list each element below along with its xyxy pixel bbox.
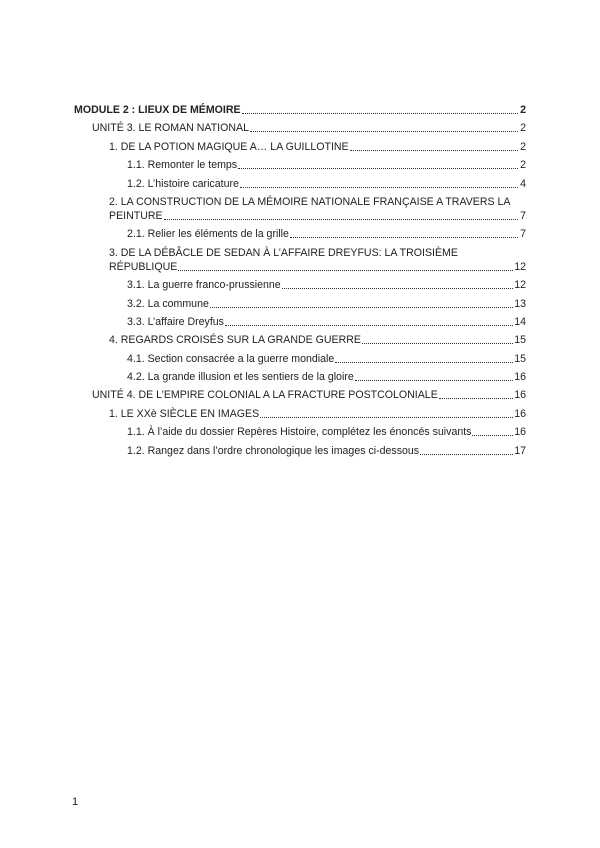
toc-page-number: 15 [514, 352, 526, 365]
toc-leader [282, 288, 514, 289]
toc-leader [290, 237, 518, 238]
toc-entry-text: 1.1. Remonter le temps [127, 159, 238, 172]
toc-leader [472, 435, 513, 436]
toc-entry-u4-1-2[interactable] [74, 444, 526, 458]
toc-entry-3-1[interactable] [74, 278, 526, 292]
toc-entry-u4-1-1[interactable] [74, 425, 526, 439]
toc-entry-text: UNITÉ 3. LE ROMAN NATIONAL [92, 122, 249, 135]
toc-entry-text: 1.2. L’histoire caricature [127, 177, 239, 190]
toc-entry-text: 4.2. La grande illusion et les sentiers de la gloire [127, 371, 354, 384]
toc-entry-1-1[interactable] [74, 158, 526, 172]
toc-entry-text: 2. LA CONSTRUCTION DE LA MÉMOIRE NATIONALE FRANÇAISE A TRAVERS LA [109, 195, 511, 208]
toc-entry-text: 1.1. À l’aide du dossier Repères Histoire, complétez les énoncés suivants [127, 426, 472, 439]
toc-entry-text: 4.1. Section consacrée a la guerre mondiale [127, 352, 335, 365]
toc-page-number: 16 [514, 371, 526, 384]
toc-leader [250, 131, 518, 132]
toc-entry-section-4[interactable] [74, 333, 526, 347]
toc-entry-4-2[interactable] [74, 370, 526, 384]
toc-page-number: 2 [520, 104, 526, 116]
toc-leader [420, 454, 513, 455]
toc-page-number: 2 [520, 159, 526, 172]
toc-page-number: 15 [514, 334, 526, 347]
toc-entry-text: 3.3. L’affaire Dreyfus [127, 315, 224, 328]
toc-page-number: 17 [514, 444, 526, 457]
toc-leader [439, 398, 513, 399]
toc-entry-text: 1. LE XXè SIÈCLE EN IMAGES [109, 407, 260, 420]
toc-leader [210, 307, 513, 308]
toc-page-number: 2 [520, 122, 526, 135]
toc-entry-text: 1.2. Rangez dans l’ordre chronologique les images ci-dessous [127, 444, 420, 457]
toc-entry-module-2[interactable] [74, 103, 526, 117]
toc-page-number: 2 [520, 140, 526, 153]
toc-leader [240, 187, 518, 188]
toc-page-number: 4 [520, 177, 526, 190]
toc-entry-text-continued: RÉPUBLIQUE [109, 260, 178, 273]
toc-page-number: 7 [520, 209, 526, 222]
toc-page-number: 7 [520, 228, 526, 241]
toc-entry-unite-4-section-1[interactable] [74, 407, 526, 421]
toc-entry-2-1[interactable] [74, 227, 526, 241]
toc-entry-text: MODULE 2 : LIEUX DE MÉMOIRE [74, 104, 241, 116]
toc-page-number: 13 [514, 297, 526, 310]
toc-leader [260, 417, 513, 418]
toc-entry-text: 3.2. La commune [127, 297, 209, 310]
toc-leader [164, 219, 518, 220]
toc-page-number: 16 [514, 426, 526, 439]
page-number: 1 [72, 796, 79, 808]
toc-entry-section-1[interactable] [74, 140, 526, 154]
table-of-contents [74, 103, 526, 462]
toc-entry-text: 3. DE LA DÉBÂCLE DE SEDAN À L’AFFAIRE DREYFUS: LA TROISIÈME [109, 246, 458, 259]
toc-page-number: 12 [514, 260, 526, 273]
toc-entry-unite-3[interactable] [74, 121, 526, 135]
toc-entry-text: 3.1. La guerre franco-prussienne [127, 279, 281, 292]
toc-leader [178, 270, 513, 271]
toc-leader [335, 362, 513, 363]
toc-entry-text: UNITÉ 4. DE L’EMPIRE COLONIAL A LA FRACTURE POSTCOLONIALE [92, 389, 438, 402]
toc-leader [225, 325, 513, 326]
toc-entry-3-2[interactable] [74, 297, 526, 311]
toc-entry-unite-4[interactable] [74, 388, 526, 402]
toc-entry-text: 2.1. Relier les éléments de la grille [127, 228, 289, 241]
toc-entry-section-3[interactable] [74, 246, 526, 274]
toc-entry-1-2[interactable] [74, 177, 526, 191]
toc-page-number: 16 [514, 389, 526, 402]
toc-leader [238, 168, 518, 169]
toc-entry-text: 1. DE LA POTION MAGIQUE A… LA GUILLOTINE [109, 140, 349, 153]
toc-page-number: 14 [514, 315, 526, 328]
toc-leader [355, 380, 513, 381]
toc-page-number: 16 [514, 407, 526, 420]
toc-page-number: 12 [514, 279, 526, 292]
toc-entry-text-continued: PEINTURE [109, 209, 163, 222]
toc-leader [242, 113, 518, 114]
toc-entry-3-3[interactable] [74, 315, 526, 329]
toc-entry-4-1[interactable] [74, 352, 526, 366]
toc-entry-text: 4. REGARDS CROISÉS SUR LA GRANDE GUERRE [109, 334, 361, 347]
toc-leader [350, 150, 518, 151]
toc-entry-section-2[interactable] [74, 195, 526, 223]
toc-leader [362, 343, 513, 344]
